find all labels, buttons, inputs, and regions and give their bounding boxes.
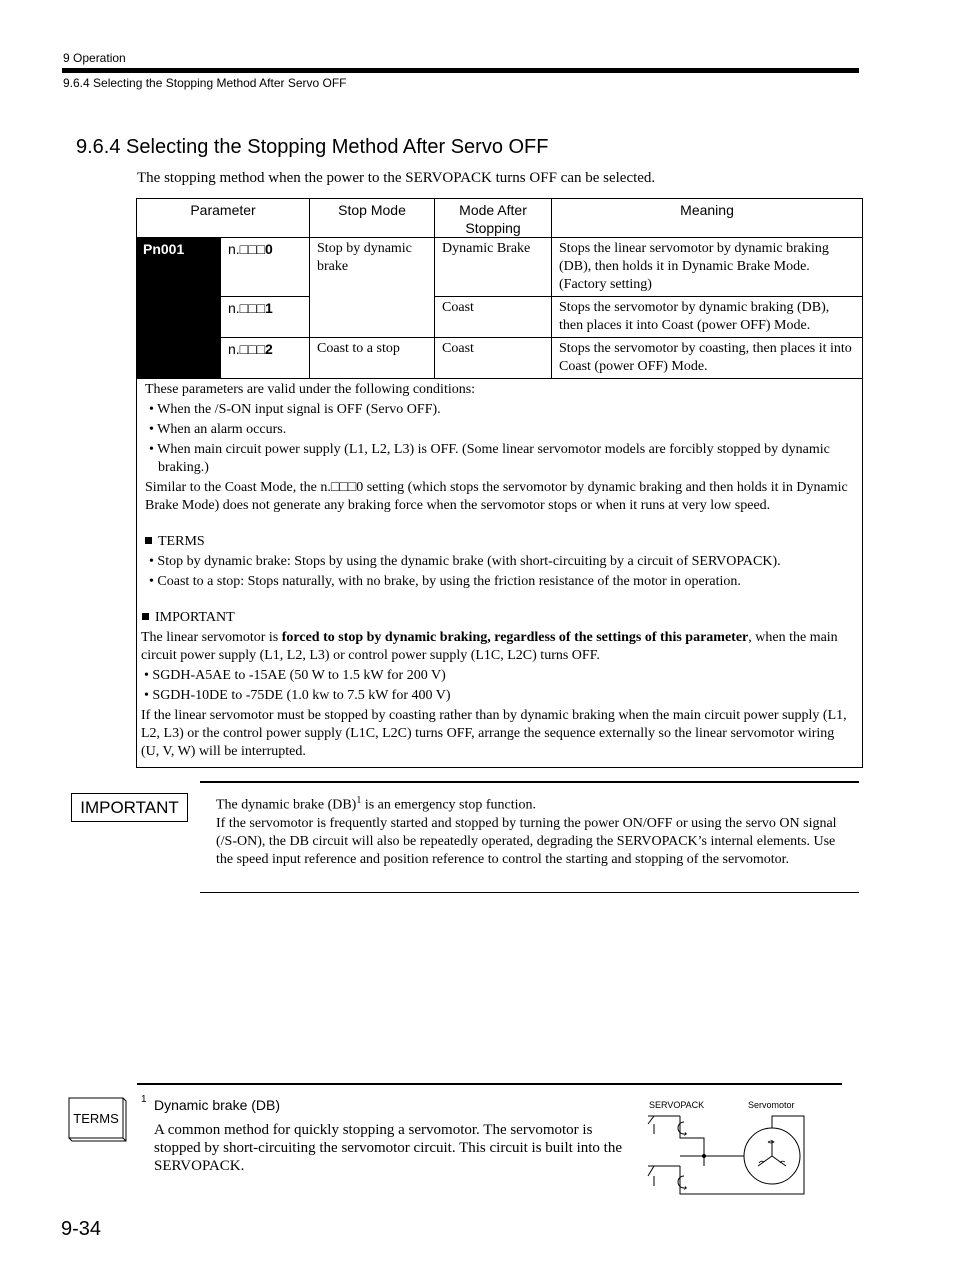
term-item: • Stop by dynamic brake: Stops by using the dynamic brake (with short-circuiting by a circuit of SERVOPACK).	[149, 554, 781, 569]
terms-heading: TERMS	[144, 533, 856, 551]
table-row	[137, 297, 863, 338]
header-meaning: Meaning	[552, 199, 863, 238]
diagram-label-servomotor: Servomotor	[748, 1100, 795, 1110]
square-bullet-icon	[142, 613, 149, 620]
header-stop-mode: Stop Mode	[310, 199, 435, 238]
condition-item: • When main circuit power supply (L1, L2, L3) is OFF. (Some linear servomotor models are forcibly stopped by dynamic braking.)	[149, 442, 830, 475]
important-label: IMPORTANT	[71, 793, 188, 822]
param-name-cell: Pn001	[137, 238, 221, 379]
model-item: • SGDH-10DE to -75DE (1.0 kw to 7.5 kW for 400 V)	[144, 688, 451, 703]
square-bullet-icon	[145, 537, 152, 544]
notes-row	[137, 379, 863, 768]
table-row	[137, 238, 863, 297]
footnote-rule	[137, 1083, 842, 1085]
param-code: n.□□□1	[221, 297, 310, 338]
running-header-chapter: 9 Operation	[63, 51, 126, 65]
footnote-ref[interactable]: 1	[356, 795, 362, 806]
terms-icon-label: TERMS	[73, 1111, 119, 1126]
mode-after-cell: Coast	[435, 338, 552, 379]
header-mode-after: Mode After Stopping	[435, 199, 552, 238]
important-text	[216, 792, 846, 869]
stop-mode-cell: Stop by dynamic brake	[310, 238, 435, 338]
important-heading: IMPORTANT	[141, 609, 856, 627]
page-number: 9-34	[61, 1218, 102, 1240]
model-item: • SGDH-A5AE to -15AE (50 W to 1.5 kW for 200 V)	[144, 668, 446, 683]
running-header-section: 9.6.4 Selecting the Stopping Method After Servo OFF	[63, 76, 347, 90]
mode-after-cell: Coast	[435, 297, 552, 338]
terms-book-icon	[67, 1096, 129, 1149]
condition-item: • When the /S-ON input signal is OFF (Servo OFF).	[149, 402, 441, 417]
important-statement: The linear servomotor is forced to stop by dynamic braking, regardless of the settings of this parameter, when the main circuit power supply (L1, L2, L3) or control power supply (L1C, L2C) turns OFF.	[141, 630, 838, 663]
term-item: • Coast to a stop: Stops naturally, with no brake, by using the friction resistance of the motor in operation.	[149, 574, 741, 589]
parameter-table	[136, 198, 863, 768]
condition-item: • When an alarm occurs.	[149, 422, 287, 437]
important-line: The dynamic brake (DB)$^1$ is an emergency stop function.	[216, 795, 537, 813]
param-code: n.□□□0	[221, 238, 310, 297]
notes-cell	[137, 379, 863, 768]
dynamic-brake-circuit-diagram	[640, 1094, 820, 1211]
intro-paragraph: The stopping method when the power to the SERVOPACK turns OFF can be selected.	[137, 170, 656, 186]
meaning-cell: Stops the servomotor by coasting, then places it into Coast (power OFF) Mode.	[552, 338, 863, 379]
table-header-row	[137, 199, 863, 238]
header-rule	[62, 68, 859, 73]
diagram-label-servopack: SERVOPACK	[649, 1100, 705, 1110]
closing-paragraph: If the linear servomotor must be stopped by coasting rather than by dynamic braking when the main circuit power supply (L1, L2, L3) or the control power supply (L1C, L2C) turns OFF, arrange the sequence externally so the linear servomotor wiring (U, V, W) will be interrupted.	[141, 708, 847, 759]
stop-mode-cell: Coast to a stop	[310, 338, 435, 379]
mode-after-cell: Dynamic Brake	[435, 238, 552, 297]
important-bottom-rule	[200, 892, 859, 893]
footnote-definition: A common method for quickly stopping a servomotor. The servomotor is stopped by short-circuiting the servomotor circuit. This circuit is built into the SERVOPACK.	[154, 1122, 622, 1174]
important-top-rule	[200, 781, 859, 783]
meaning-cell: Stops the servomotor by dynamic braking (DB), then places it into Coast (power OFF) Mode.	[552, 297, 863, 338]
coast-note: Similar to the Coast Mode, the n.□□□0 setting (which stops the servomotor by dynamic braking and then holds it in Dynamic Brake Mode) does not generate any braking force when the servomotor stops or when it runs at very low speed.	[145, 480, 848, 513]
footnote-title: Dynamic brake (DB)	[154, 1097, 281, 1113]
param-code: n.□□□2	[221, 338, 310, 379]
important-body: If the servomotor is frequently started and stopped by turning the power ON/OFF or using the servo ON signal (/S-ON), the DB circuit will also be repeatedly operated, degrading the SERVOPACK’s internal elements. Use the speed input reference and position reference to control the starting and stopping of the servomotor.	[216, 815, 837, 867]
footnote-number: 1	[141, 1094, 147, 1105]
section-title: 9.6.4 Selecting the Stopping Method After Servo OFF	[76, 136, 549, 158]
conditions-intro: These parameters are valid under the following conditions:	[145, 382, 476, 397]
meaning-cell: Stops the linear servomotor by dynamic braking (DB), then holds it in Dynamic Brake Mode. (Factory setting)	[552, 238, 863, 297]
table-row	[137, 338, 863, 379]
header-parameter: Parameter	[137, 199, 310, 238]
